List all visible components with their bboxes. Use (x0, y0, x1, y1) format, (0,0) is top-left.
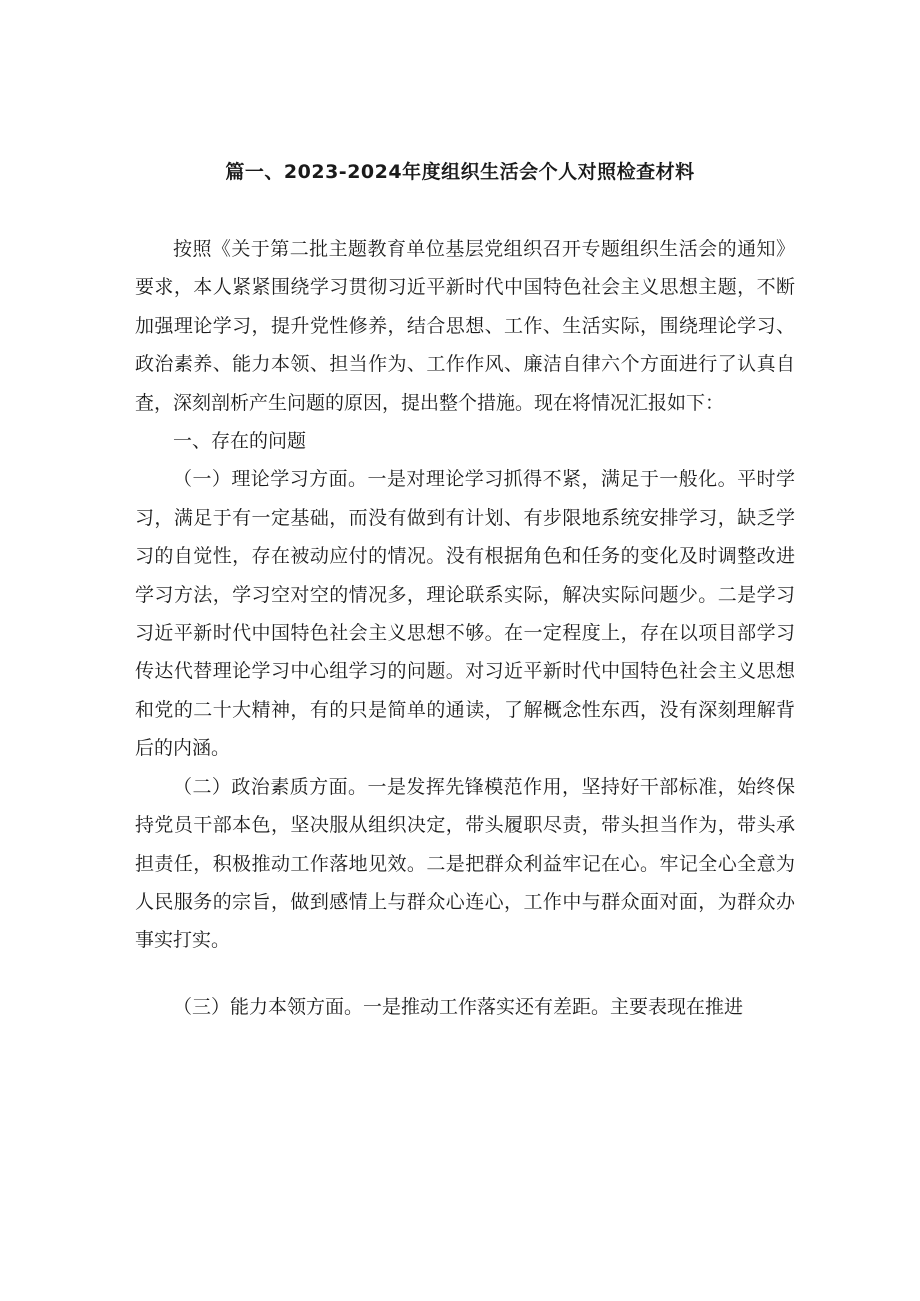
paragraph-political-quality: （二）政治素质方面。一是发挥先锋模范作用，坚持好干部标准，始终保持党员干部本色，坚决服从组织决定，带头履职尽责，带头担当作为，带头承担责任，积极推动工作落地见效。二是把群众利益牢记在心。牢记全心全意为人民服务的宗旨，做到感情上与群众心连心，工作中与群众面对面，为群众办事实打实。 (135, 775, 795, 952)
intro-paragraph: 按照《关于第二批主题教育单位基层党组织召开专题组织生活会的通知》要求，本人紧紧围绕学习贯彻习近平新时代中国特色社会主义思想主题，不断加强理论学习，提升党性修养，结合思想、工作、生活实际，围绕理论学习、政治素养、能力本领、担当作为、工作作风、廉洁自律六个方面进行了认真自査，深刻剖析产生问题的原因，提出整个措施。现在将情况汇报如下： (135, 238, 795, 414)
paragraph-theory-study: （一）理论学习方面。一是对理论学习抓得不紧，满足于一般化。平时学习，满足于有一定基础，而没有做到有计划、有步限地系统安排学习，缺乏学习的自觉性，存在被动应付的情况。没有根据角色和任务的变化及时调整改进学习方法，学习空对空的情况多，理论联系实际，解决实际问题少。二是学习习近平新时代中国特色社会主义思想不够。在一定程度上，存在以项目部学习传达代替理论学习中心组学习的问题。对习近平新时代中国特色社会主义思想和党的二十大精神，有的只是简单的通读，了解概念性东西，没有深刻理解背后的内涵。 (135, 468, 795, 760)
document-body (135, 230, 795, 1026)
section-heading-problems: 一、存在的问题 (173, 430, 307, 453)
document-title: 篇一、2023-2024年度组织生活会个人对照检查材料 (225, 161, 695, 183)
paragraph-gap (135, 960, 795, 988)
paragraph-ability: （三）能力本领方面。一是推动工作落实还有差距。主要表现在推进 (173, 995, 744, 1018)
